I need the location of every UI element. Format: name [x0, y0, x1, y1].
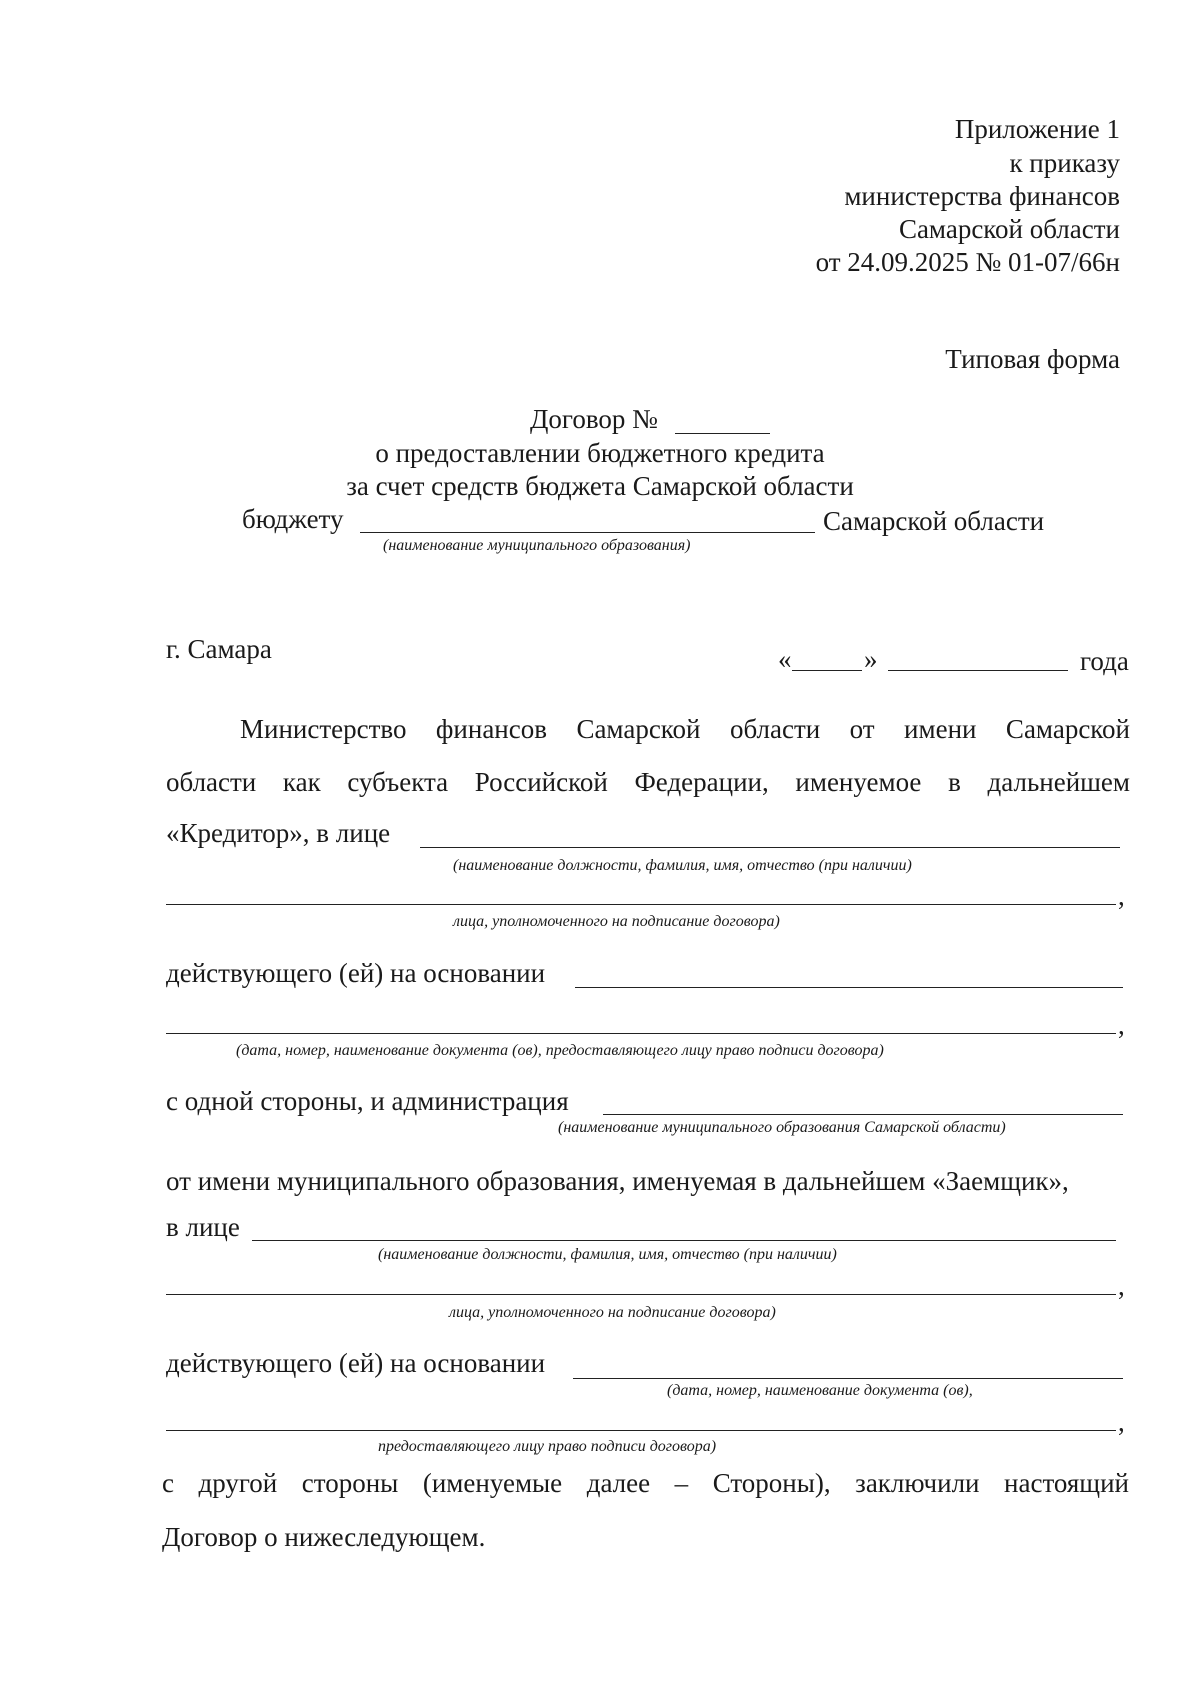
final-line2: Договор о нижеследующем. — [162, 1522, 486, 1552]
contract-title: Договор № — [530, 404, 658, 434]
creditor-basis-blank-2 — [166, 1033, 1116, 1034]
creditor-official-blank-2 — [166, 904, 1116, 905]
creditor-official-note-1: (наименование должности, фамилия, имя, отчество (при наличии) — [453, 857, 912, 874]
para1-line1: Министерство финансов Самарской области от имени Самарской — [240, 714, 1130, 744]
comma-2: , — [1118, 1010, 1125, 1040]
admin-municipality-note: (наименование муниципального образования Самарской области) — [558, 1119, 1006, 1136]
comma-4: , — [1118, 1407, 1125, 1437]
appendix-label: Приложение 1 — [954, 114, 1120, 144]
creditor-basis-blank — [575, 987, 1123, 988]
borrower-basis-note-2: предоставляющего лицу право подписи договора) — [378, 1438, 717, 1455]
creditor-official-note-2: лица, уполномоченного на подписание договора) — [453, 913, 780, 930]
borrower-official-note-1: (наименование должности, фамилия, имя, отчество (при наличии) — [378, 1246, 837, 1263]
day-blank — [792, 670, 862, 671]
year-word: года — [1080, 646, 1129, 676]
acting-prefix-1: действующего (ей) на основании — [166, 958, 546, 988]
creditor-official-blank — [420, 847, 1120, 848]
month-blank — [888, 670, 1068, 671]
ministry-name: министерства финансов — [844, 181, 1120, 211]
city-name: г. Самара — [166, 634, 272, 664]
borrower-line: от имени муниципального образования, именуемая в дальнейшем «Заемщик», — [166, 1166, 1069, 1196]
final-line1: с другой стороны (именуемые далее – Стороны), заключили настоящий — [162, 1468, 1129, 1498]
borrower-official-blank-2 — [166, 1294, 1116, 1295]
contract-number-blank — [675, 433, 770, 434]
form-type-label: Типовая форма — [945, 344, 1120, 374]
admin-municipality-blank — [603, 1114, 1123, 1115]
municipality-blank — [360, 532, 815, 533]
borrower-prefix: в лице — [166, 1212, 240, 1242]
region-name: Самарской области — [898, 214, 1120, 244]
borrower-official-note-2: лица, уполномоченного на подписание договора) — [449, 1304, 776, 1321]
budget-prefix: бюджету — [242, 504, 344, 534]
contract-source: за счет средств бюджета Самарской области — [346, 471, 854, 501]
date-open-quote: « — [778, 644, 792, 674]
comma-3: , — [1118, 1271, 1125, 1301]
borrower-basis-blank — [573, 1378, 1123, 1379]
admin-prefix: с одной стороны, и администрация — [166, 1086, 569, 1116]
creditor-prefix: «Кредитор», в лице — [166, 818, 391, 848]
para1-line2: области как субъекта Российской Федерации, именуемое в дальнейшем — [166, 767, 1130, 797]
borrower-basis-note-1: (дата, номер, наименование документа (ов), — [667, 1382, 973, 1399]
comma-1: , — [1118, 881, 1125, 911]
budget-suffix: Самарской области — [823, 506, 1045, 536]
acting-prefix-2: действующего (ей) на основании — [166, 1348, 546, 1378]
municipality-note: (наименование муниципального образования) — [383, 537, 691, 554]
creditor-basis-note: (дата, номер, наименование документа (ов), предоставляющего лицу право подписи договора) — [236, 1042, 884, 1059]
contract-subject: о предоставлении бюджетного кредита — [375, 438, 825, 468]
borrower-official-blank — [252, 1240, 1116, 1241]
borrower-basis-blank-2 — [166, 1430, 1116, 1431]
date-close-quote: » — [864, 644, 878, 674]
order-ref: к приказу — [1009, 148, 1120, 178]
order-date-number: от 24.09.2025 № 01-07/66н — [815, 247, 1120, 277]
